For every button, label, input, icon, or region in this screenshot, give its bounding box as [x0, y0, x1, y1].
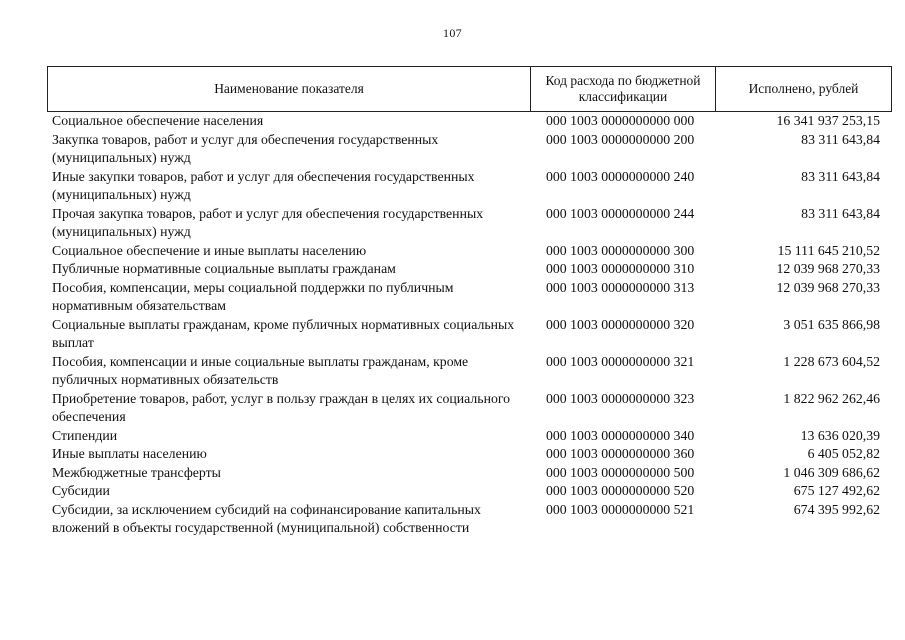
table-row [47, 427, 892, 446]
table-row [47, 168, 892, 205]
row-code: 000 1003 0000000000 323 [546, 390, 695, 406]
row-amount: 16 341 937 253,15 [776, 113, 880, 128]
row-name: Субсидии [52, 483, 110, 498]
row-amount: 15 111 645 210,52 [777, 242, 880, 258]
table-row [47, 445, 892, 464]
table-row [47, 316, 892, 353]
table-row [47, 279, 892, 316]
row-code: 000 1003 0000000000 310 [546, 261, 695, 276]
table-header [47, 66, 892, 112]
table-row [47, 131, 892, 168]
row-amount: 83 311 643,84 [801, 205, 880, 221]
row-code: 000 1003 0000000000 520 [546, 483, 695, 498]
row-amount: 12 039 968 270,33 [776, 279, 880, 295]
row-name: Субсидии, за исключением субсидий на софинансирование капитальных вложений в объекты государственной (муниципальной) собственности [52, 501, 481, 535]
row-amount: 674 395 992,62 [793, 501, 880, 517]
row-name: Социальное обеспечение населения [52, 113, 264, 128]
row-code: 000 1003 0000000000 240 [546, 168, 695, 184]
table-row [47, 112, 892, 131]
row-amount: 1 228 673 604,52 [783, 353, 880, 369]
page-number: 107 [443, 26, 462, 40]
table-row [47, 482, 892, 501]
table-row [47, 205, 892, 242]
row-name: Прочая закупка товаров, работ и услуг для обеспечения государственных (муниципальных) нужд [52, 205, 484, 239]
table-row [47, 353, 892, 390]
row-code: 000 1003 0000000000 500 [546, 464, 695, 480]
row-amount: 83 311 643,84 [801, 168, 880, 184]
row-amount: 12 039 968 270,33 [776, 261, 880, 276]
row-amount: 675 127 492,62 [793, 483, 880, 498]
row-name: Стипендии [52, 427, 118, 443]
row-name: Пособия, компенсации, меры социальной поддержки по публичным нормативным обязательствам [52, 279, 454, 313]
row-amount: 1 046 309 686,62 [783, 464, 880, 480]
row-code: 000 1003 0000000000 244 [546, 205, 695, 221]
table-body [47, 112, 892, 538]
row-code: 000 1003 0000000000 321 [546, 353, 695, 369]
table-row [47, 242, 892, 261]
row-code: 000 1003 0000000000 300 [546, 242, 695, 258]
row-code: 000 1003 0000000000 200 [546, 131, 695, 147]
row-amount: 6 405 052,82 [807, 446, 880, 461]
row-code: 000 1003 0000000000 360 [546, 446, 695, 461]
column-header-name: Наименование показателя [48, 67, 531, 111]
row-name: Иные выплаты населению [52, 446, 207, 461]
row-code: 000 1003 0000000000 313 [546, 279, 695, 295]
row-amount: 3 051 635 866,98 [783, 316, 880, 332]
table-row [47, 501, 892, 538]
table-row [47, 390, 892, 427]
row-name: Пособия, компенсации и иные социальные выплаты гражданам, кроме публичных нормативных обязательств [52, 353, 469, 387]
row-amount: 1 822 962 262,46 [783, 390, 880, 406]
row-name: Межбюджетные трансферты [52, 464, 221, 480]
row-name: Закупка товаров, работ и услуг для обеспечения государственных (муниципальных) нужд [52, 131, 439, 165]
row-name: Публичные нормативные социальные выплаты гражданам [52, 261, 396, 276]
row-code: 000 1003 0000000000 521 [546, 501, 695, 517]
row-name: Приобретение товаров, работ, услуг в пользу граждан в целях их социального обеспечения [52, 390, 511, 424]
row-code: 000 1003 0000000000 000 [546, 113, 695, 128]
row-code: 000 1003 0000000000 320 [546, 316, 695, 332]
row-amount: 13 636 020,39 [800, 427, 880, 443]
table-row [47, 260, 892, 279]
row-name: Иные закупки товаров, работ и услуг для обеспечения государственных (муниципальных) нужд [52, 168, 475, 202]
row-name: Социальные выплаты гражданам, кроме публичных нормативных социальных выплат [52, 316, 515, 350]
column-header-code: Код расхода по бюджетной классификации [531, 67, 716, 111]
row-name: Социальное обеспечение и иные выплаты населению [52, 242, 367, 258]
row-code: 000 1003 0000000000 340 [546, 427, 695, 443]
table-row [47, 464, 892, 483]
column-header-amount: Исполнено, рублей [748, 81, 859, 96]
row-amount: 83 311 643,84 [801, 131, 880, 147]
